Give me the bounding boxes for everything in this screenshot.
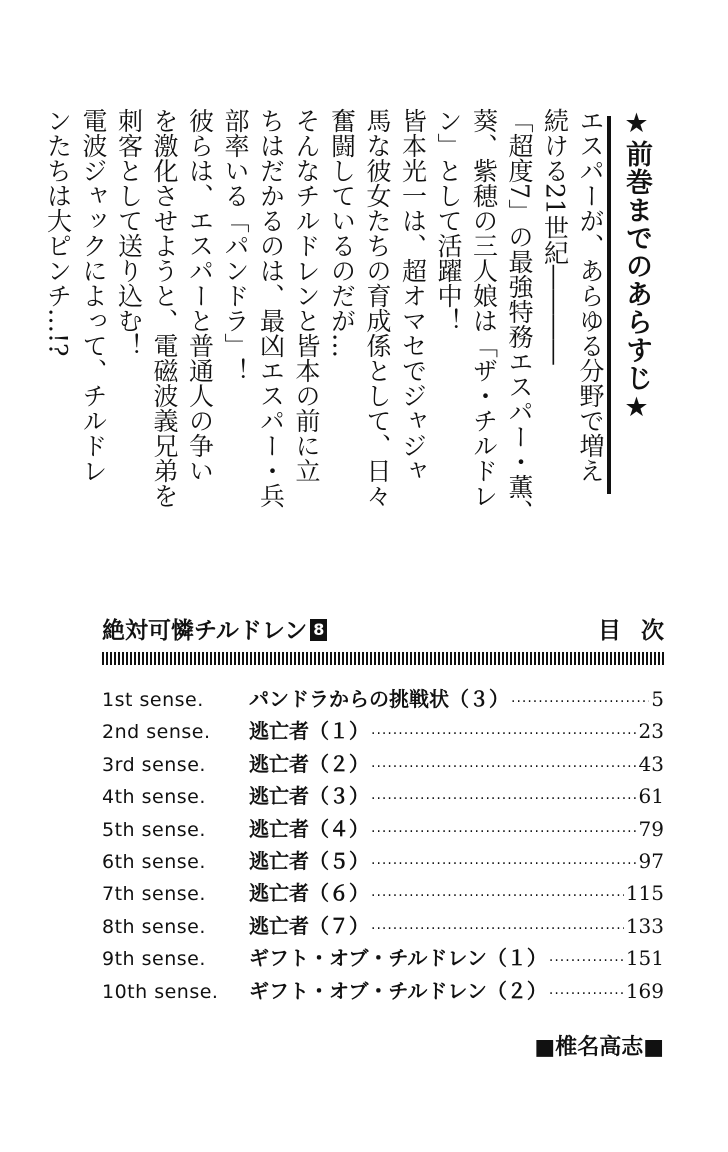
- toc-entry-page: 115: [625, 881, 664, 906]
- synopsis-divider: [607, 116, 611, 494]
- synopsis-line: 続ける21世紀――――: [540, 108, 570, 365]
- toc-entry-title: 逃亡者（２）: [249, 751, 369, 776]
- toc-entry-title: ギフト・オブ・チルドレン（２）: [249, 978, 547, 1003]
- toc-entry-sense: 5th sense.: [102, 818, 206, 841]
- toc-entry[interactable]: [102, 813, 664, 845]
- synopsis-line: 葵、紫穂の三人娘は「ザ・チルドレ: [469, 108, 499, 508]
- synopsis-line: そんなチルドレンと皆本の前に立: [292, 108, 321, 483]
- toc-entry-leader: [549, 945, 624, 977]
- toc-entry-sense: 9th sense.: [102, 948, 206, 971]
- synopsis-line: 電波ジャックによって、チルドレ: [79, 108, 108, 483]
- synopsis-heading: ★前巻までのあらすじ★: [621, 108, 652, 424]
- toc-entry-page: 79: [638, 816, 664, 841]
- toc-entry-title: 逃亡者（６）: [249, 881, 369, 906]
- toc-entry-page: 97: [638, 848, 664, 873]
- synopsis-line: 馬な彼女たちの育成係として、日々: [363, 108, 392, 508]
- toc-entry-title: 逃亡者（５）: [249, 848, 369, 873]
- contents-label: 目次: [598, 618, 684, 644]
- toc-entry[interactable]: [102, 683, 664, 715]
- toc-entry-leader: [371, 880, 624, 912]
- toc-entry-page: 23: [638, 719, 664, 744]
- series-title-text: 絶対可憐チルドレン: [102, 618, 308, 644]
- toc-entry-page: 133: [625, 913, 664, 938]
- synopsis-line: 彼らは、エスパーと普通人の争い: [185, 108, 215, 483]
- toc-entry[interactable]: [102, 877, 664, 909]
- toc-entry-title: パンドラからの挑戦状（３）: [249, 687, 509, 711]
- toc-entry-sense: 3rd sense.: [102, 753, 206, 776]
- toc-entry-sense: 2nd sense.: [102, 721, 211, 744]
- toc-entry-leader: [371, 751, 637, 783]
- author-credit: ■椎名高志■: [534, 1035, 664, 1060]
- series-title: [102, 612, 327, 645]
- toc-list: [102, 683, 664, 1007]
- toc-entry-sense: 4th sense.: [102, 786, 206, 809]
- synopsis-line: ンたちは大ピンチ…!?: [43, 108, 73, 357]
- toc-entry-sense: 8th sense.: [102, 915, 206, 938]
- toc-entry-leader: [371, 913, 624, 945]
- synopsis-line: ン」として活躍中！: [434, 108, 463, 333]
- toc-entry-title: 逃亡者（７）: [249, 913, 369, 938]
- synopsis-line: を激化させようと、電磁波義兄弟を: [150, 108, 179, 508]
- toc-entry[interactable]: [102, 845, 664, 877]
- toc-entry-title: 逃亡者（３）: [249, 784, 369, 809]
- toc-entry-page: 43: [638, 751, 664, 776]
- toc-entry-title: ギフト・オブ・チルドレン（１）: [249, 946, 547, 971]
- toc-entry-page: 151: [625, 946, 664, 971]
- volume-badge: 8: [310, 619, 327, 641]
- toc-entry[interactable]: [102, 942, 664, 974]
- toc-entry-leader: [371, 848, 637, 880]
- toc-entry-leader: [371, 816, 637, 848]
- toc-entry-sense: 10th sense.: [102, 980, 219, 1003]
- synopsis-line: 奮闘しているのだが…: [327, 108, 357, 358]
- synopsis-line: 刺客として送り込む！: [114, 108, 144, 358]
- toc-header: [102, 612, 684, 648]
- toc-entry[interactable]: [102, 975, 664, 1007]
- toc-entry[interactable]: [102, 748, 664, 780]
- toc-entry-sense: 7th sense.: [102, 883, 206, 906]
- synopsis-line: 皆本光一は、超オマセでジャジャ: [398, 108, 428, 483]
- synopsis-line: ちはだかるのは、最凶エスパー・兵: [256, 108, 286, 508]
- toc-entry[interactable]: [102, 910, 664, 942]
- toc-entry[interactable]: [102, 715, 664, 747]
- toc-entry-leader: [549, 978, 624, 1010]
- toc-entry-leader: [371, 718, 637, 750]
- toc-entry-title: 逃亡者（１）: [249, 719, 369, 744]
- synopsis-line: 「超度7」の最強特務エスパー・薫、: [505, 108, 534, 524]
- toc-entry-page: 5: [651, 687, 664, 711]
- toc-entry-leader: [511, 686, 649, 718]
- toc-entry[interactable]: [102, 780, 664, 812]
- toc-entry-page: 169: [625, 978, 664, 1003]
- toc-entry-page: 61: [638, 784, 664, 809]
- toc-entry-sense: 6th sense.: [102, 850, 206, 873]
- synopsis-line: 部率いる「パンドラ」！: [221, 108, 250, 383]
- synopsis-section: [43, 108, 656, 524]
- synopsis-body: [43, 108, 606, 524]
- toc-entry-leader: [371, 783, 637, 815]
- hatch-divider: [102, 652, 664, 665]
- toc-entry-title: 逃亡者（４）: [249, 816, 369, 841]
- synopsis-line: エスパーが、あらゆる分野で増え: [576, 108, 605, 483]
- toc-entry-sense: 1st sense.: [102, 689, 204, 711]
